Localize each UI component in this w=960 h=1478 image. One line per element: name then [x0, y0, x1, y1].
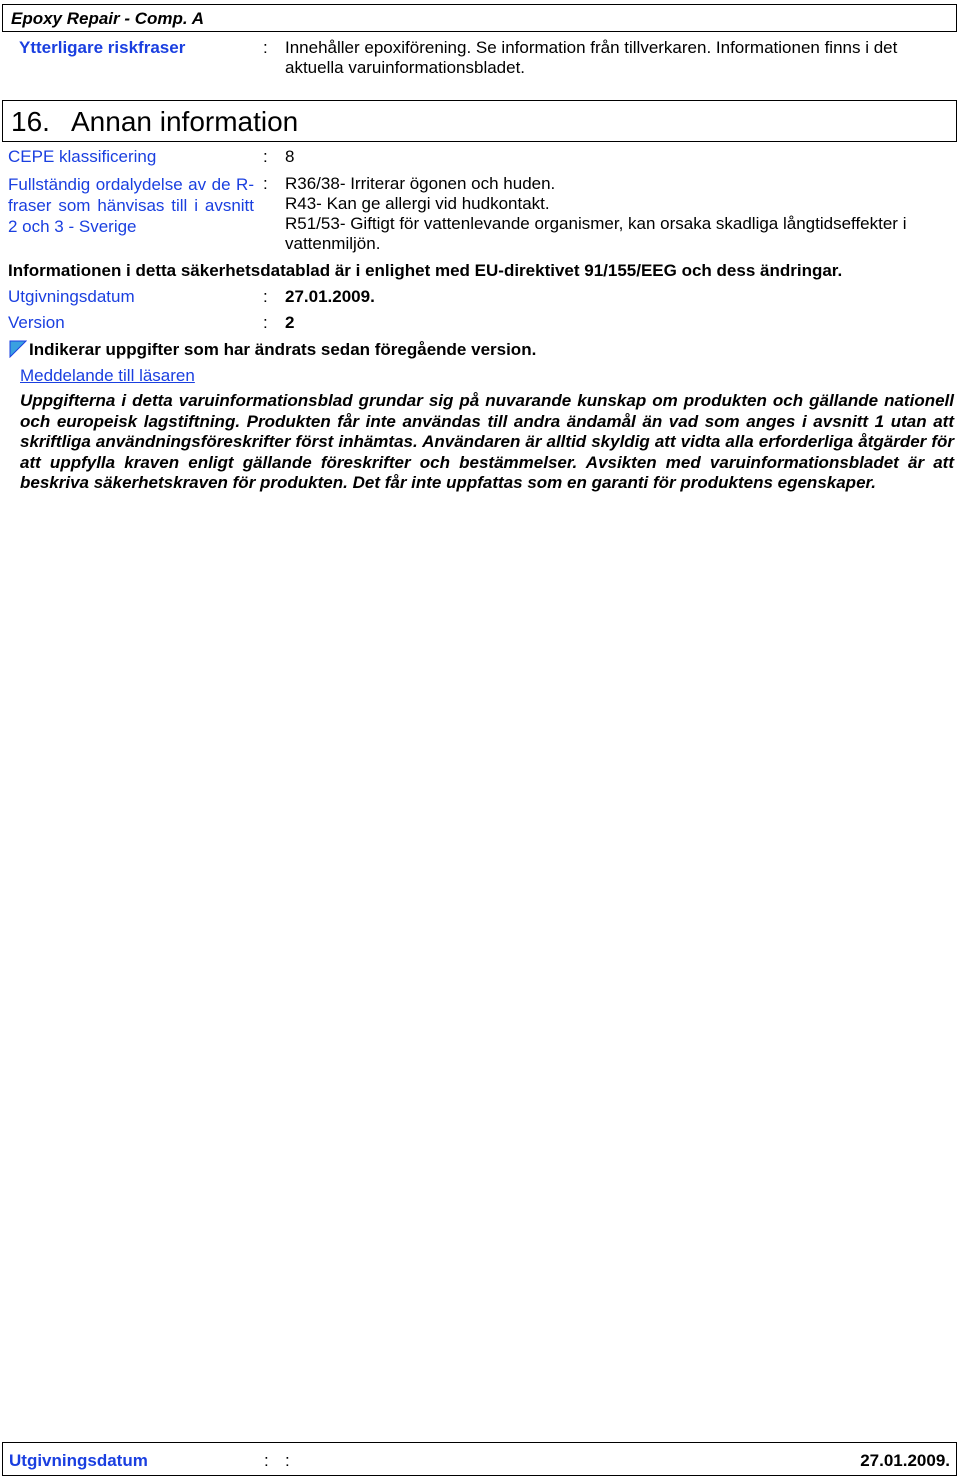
version-value: 2 — [285, 313, 295, 332]
change-marker-icon — [9, 340, 27, 358]
eu-directive-statement: Informationen i detta säkerhetsdatablad är i enlighet med EU-direktivet 91/155/EEG och dess ändringar. — [8, 261, 843, 280]
product-title: Epoxy Repair - Comp. A — [11, 9, 205, 28]
footer-colon-2: : — [285, 1451, 290, 1470]
cepe-value: 8 — [285, 147, 295, 166]
issue-date-value: 27.01.2009. — [285, 287, 375, 306]
r-phrase-line: R51/53- Giftigt för vattenlevande organismer, kan orsaka skadliga långtidseffekter i vattenmiljön. — [285, 214, 907, 253]
reader-notice-link[interactable]: Meddelande till läsaren — [20, 366, 195, 385]
r-phrase-line: R36/38- Irriterar ögonen och huden. — [285, 174, 556, 193]
section-number: 16. — [11, 106, 50, 137]
r-phrase-list — [285, 174, 950, 254]
document-footer — [2, 1442, 957, 1476]
footer-date-value: 27.01.2009. — [860, 1451, 950, 1470]
r-phrase-line: R43- Kan ge allergi vid hudkontakt. — [285, 194, 550, 213]
issue-date-colon: : — [263, 287, 268, 306]
extra-phrases-colon: : — [263, 38, 268, 57]
footer-colon-1: : — [264, 1451, 269, 1470]
version-colon: : — [263, 313, 268, 332]
cepe-colon: : — [263, 147, 268, 166]
cepe-label: CEPE klassificering — [8, 147, 157, 166]
document-header — [2, 4, 957, 32]
fulltext-label: Fullständig ordalydelse av de R-fraser som hänvisas till i avsnitt 2 och 3 - Sverige — [8, 175, 254, 236]
fulltext-colon: : — [263, 174, 268, 193]
section-16-header — [2, 100, 957, 142]
footer-date-label: Utgivningsdatum — [9, 1451, 148, 1470]
extra-phrases-label: Ytterligare riskfraser — [19, 38, 186, 57]
version-label: Version — [8, 313, 65, 332]
extra-phrases-value: Innehåller epoxiförening. Se information från tillverkaren. Informationen finns i det aktuella varuinformationsbladet. — [285, 38, 898, 77]
reader-notice-text: Uppgifterna i detta varuinformationsblad grundar sig på nuvarande kunskap om produkten och gällande nationell och europeisk lagstiftning. Produkten får inte användas till andra ändamål än vad som anges i avsnitt 1 utan att skriftliga användningsföreskrifter först inhämtas. Användaren är alltid skyldig att vidta alla erforderliga åtgärder för att uppfylla kraven enligt gällande föreskrifter och bestämmelser. Avsikten med varuinformationsbladet är att beskriva säkerhetskraven för produkten. Det får inte uppfattas som en garanti för produktens egenskaper. — [20, 391, 954, 492]
change-indicator-text: Indikerar uppgifter som har ändrats sedan föregående version. — [29, 340, 537, 359]
section-title: Annan information — [71, 106, 299, 137]
issue-date-label: Utgivningsdatum — [8, 287, 135, 306]
